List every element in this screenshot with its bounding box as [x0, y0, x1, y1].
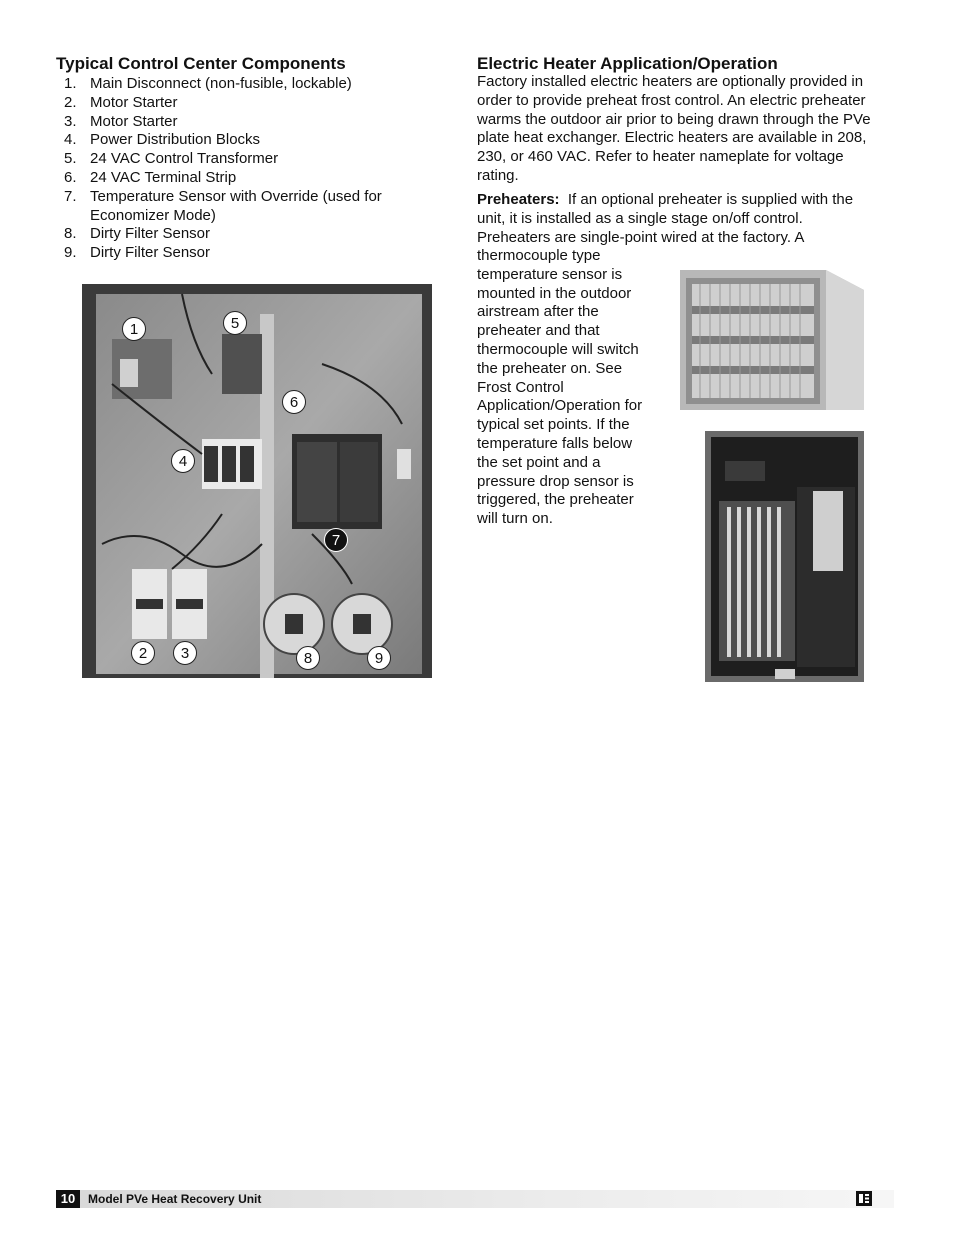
preheater-photo	[676, 262, 868, 418]
callout-3: 3	[173, 641, 197, 665]
callout-5: 5	[223, 311, 247, 335]
callout-1: 1	[122, 317, 146, 341]
list-item: 2. Motor Starter	[64, 93, 178, 111]
preheater-installed-illustration	[705, 431, 864, 682]
callout-4: 4	[171, 449, 195, 473]
list-item: 5. 24 VAC Control Transformer	[64, 150, 279, 168]
preheaters-lead-text: If an optional preheater is supplied with the unit, it is installed as a single stage on/off control. Preheaters are single-point wired at the factory. A	[477, 191, 854, 246]
heater-heading: Electric Heater Application/Operation	[477, 54, 778, 73]
control-center-photo	[82, 284, 432, 678]
list-item: 3. Motor Starter	[64, 112, 178, 130]
footer-title: Model PVe Heat Recovery Unit	[88, 1192, 262, 1206]
preheater-illustration	[676, 262, 868, 418]
callout-8: 8	[296, 646, 320, 670]
brand-logo-icon	[856, 1191, 872, 1206]
preheaters-continued-text: thermocouple type temperature sensor is mounted in the outdoor airstream after the preheater and that thermocouple will switch the preheater on. See Frost Control Application/Operation for typical set points. If the temperature falls below the set point and a pressure drop sensor is triggered, the preheater will turn on.	[477, 247, 643, 528]
heater-intro-paragraph: Factory installed electric heaters are optionally provided in order to provide preheat frost control. An electric preheater warms the outdoor air prior to being drawn through the PVe plate heat exchanger. Electric heaters are available in 208, 230, or 460 VAC. Refer to heater nameplate for voltage rating.	[477, 73, 871, 184]
list-item: 8. Dirty Filter Sensor	[64, 225, 211, 243]
components-list	[64, 75, 424, 263]
page-footer	[56, 1190, 894, 1208]
preheaters-paragraph	[477, 191, 872, 247]
control-center-illustration	[82, 284, 432, 678]
callout-2: 2	[131, 641, 155, 665]
components-heading: Typical Control Center Components	[56, 54, 346, 73]
list-item: 4. Power Distribution Blocks	[64, 131, 261, 149]
callout-7: 7	[324, 528, 348, 552]
preheater-installed-photo	[705, 431, 864, 682]
callout-6: 6	[282, 390, 306, 414]
list-item: 7. Temperature Sensor with Override (used for Economizer Mode)	[64, 187, 382, 224]
list-item: 6. 24 VAC Terminal Strip	[64, 168, 237, 186]
page-number: 10	[56, 1190, 80, 1208]
list-item: 1. Main Disconnect (non-fusible, lockable)	[64, 75, 352, 92]
list-item: 9. Dirty Filter Sensor	[64, 244, 211, 262]
callout-9: 9	[367, 646, 391, 670]
preheaters-label: Preheaters:	[477, 191, 560, 208]
